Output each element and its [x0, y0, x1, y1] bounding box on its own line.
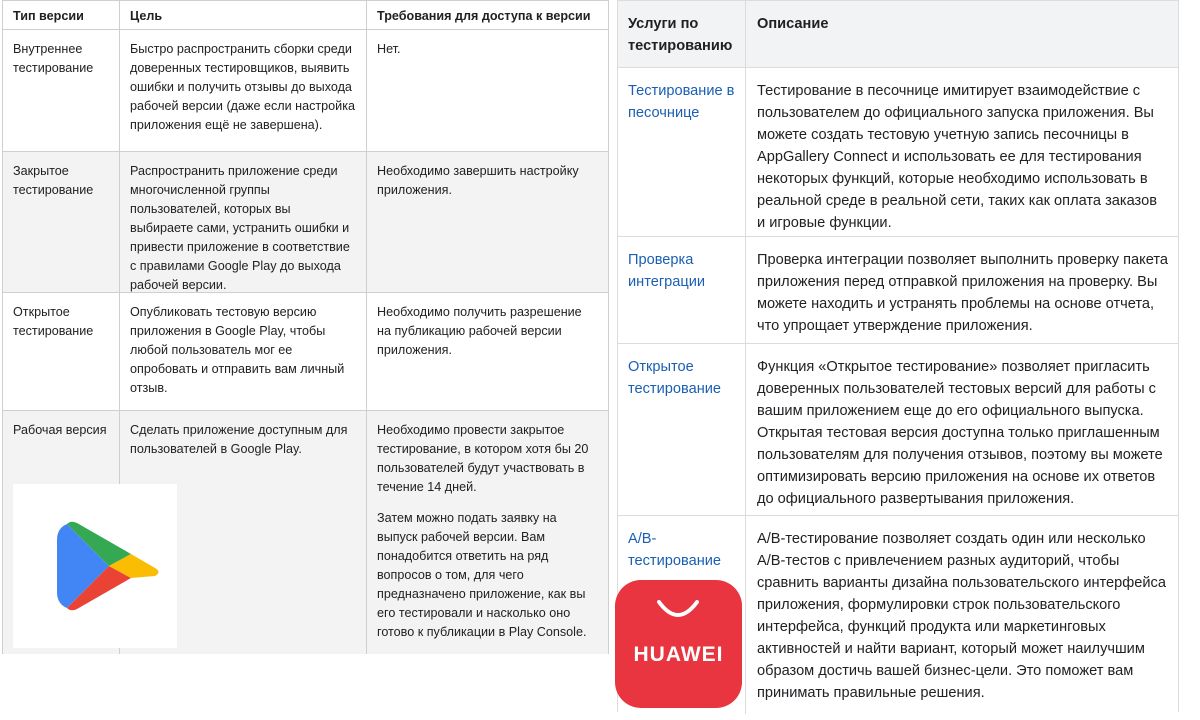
service-description: Функция «Открытое тестирование» позволяет пригласить доверенных пользователей тестовых версий для работы с вашим приложением еще до его официального выпуска. Открытая тестовая версия доступна только приглашенным пользователям для получения отзывов, поэтому вы можете оптимизировать версию приложения на основе их ответов до официального развертывания приложения. [745, 344, 1178, 516]
service-link[interactable]: Тестирование в песочнице [628, 83, 735, 121]
table-row [3, 151, 608, 293]
release-type-cell: Внутреннее тестирование [13, 42, 94, 75]
requirements-cell [366, 30, 608, 152]
table-row [618, 343, 1178, 516]
huawei-wordmark: HUAWEI [633, 643, 724, 666]
requirements-cell [366, 152, 608, 293]
huawei-appgallery-logo [615, 580, 742, 708]
goal-cell: Сделать приложение доступным для пользователей в Google Play. [119, 411, 366, 654]
header-goal: Цель [119, 1, 366, 29]
requirements-text: Необходимо завершить настройку приложения. [377, 164, 579, 197]
table-row [618, 236, 1178, 344]
requirements-text: Нет. [377, 42, 401, 56]
requirements-text: Необходимо получить разрешение на публикацию рабочей версии приложения. [377, 305, 582, 357]
requirements-text: Затем можно подать заявку на выпуск рабочей версии. Вам понадобится ответить на ряд вопросов о том, для чего предназначено приложение, как вы его тестировали и насколько оно готово к публикации в Play Console. [377, 511, 587, 639]
goal-cell: Опубликовать тестовую версию приложения в Google Play, чтобы любой пользователь мог ее опробовать и отправить вам личный отзыв. [119, 293, 366, 411]
service-link[interactable]: Открытое тестирование [628, 359, 722, 397]
table-header-row [3, 1, 608, 29]
table-row [618, 67, 1178, 237]
release-type-cell: Открытое тестирование [13, 305, 94, 338]
google-play-logo [13, 484, 177, 648]
goal-cell: Распространить приложение среди многочисленной группы пользователей, которых вы выбираете сами, устранить ошибки и привести приложение в соответствие с правилами Google Play до выхода рабочей версии. [119, 152, 366, 293]
release-type-cell: Закрытое тестирование [13, 164, 94, 197]
service-link[interactable]: A/B-тестирование [628, 531, 722, 569]
release-type-cell: Рабочая версия [13, 423, 107, 437]
requirements-cell [366, 411, 608, 654]
requirements-text: Необходимо провести закрытое тестирование, в котором хотя бы 20 пользователей будут участвовать в течение 14 дней. [377, 423, 589, 494]
requirements-cell [366, 293, 608, 411]
service-link[interactable]: Проверка интеграции [628, 252, 706, 290]
header-description: Описание [745, 1, 1178, 67]
goal-cell: Быстро распространить сборки среди доверенных тестировщиков, выявить ошибки и получить отзывы до выхода рабочей версии (даже если настройка приложения ещё не завершена). [119, 30, 366, 152]
table-header-row [618, 1, 1178, 67]
table-row [3, 292, 608, 411]
google-play-icon [13, 484, 177, 648]
table-row [3, 29, 608, 152]
shopping-bag-icon [615, 580, 742, 640]
header-requirements: Требования для доступа к версии [366, 1, 608, 29]
header-service: Услуги по тестированию [628, 16, 733, 54]
service-description: Проверка интеграции позволяет выполнить проверку пакета приложения перед отправкой приложения на проверку. Вы можете находить и устранять проблемы на основе отчета, что упрощает утверждение приложения. [745, 237, 1178, 344]
header-release-type: Тип версии [13, 9, 84, 23]
service-description: Тестирование в песочнице имитирует взаимодействие с пользователем до официального запуска приложения. Вы можете создать тестовую учетную запись песочницы в AppGallery Connect и использовать ее для тестирования некоторых функций, которые необходимо использовать в реальной среде в реальной сети, таких как оплата заказов и игровые функции. [745, 68, 1178, 237]
service-description: A/B-тестирование позволяет создать один или несколько A/B-тестов с привлечением разных аудиторий, чтобы сравнить варианты дизайна пользовательского интерфейса приложения, формулировки строк пользовательского интерфейса, функций продукта или маркетинговых активностей и найти вариант, который может наилучшим образом достичь вашей бизнес-цели. Это поможет вам принимать правильные решения. [745, 516, 1178, 714]
